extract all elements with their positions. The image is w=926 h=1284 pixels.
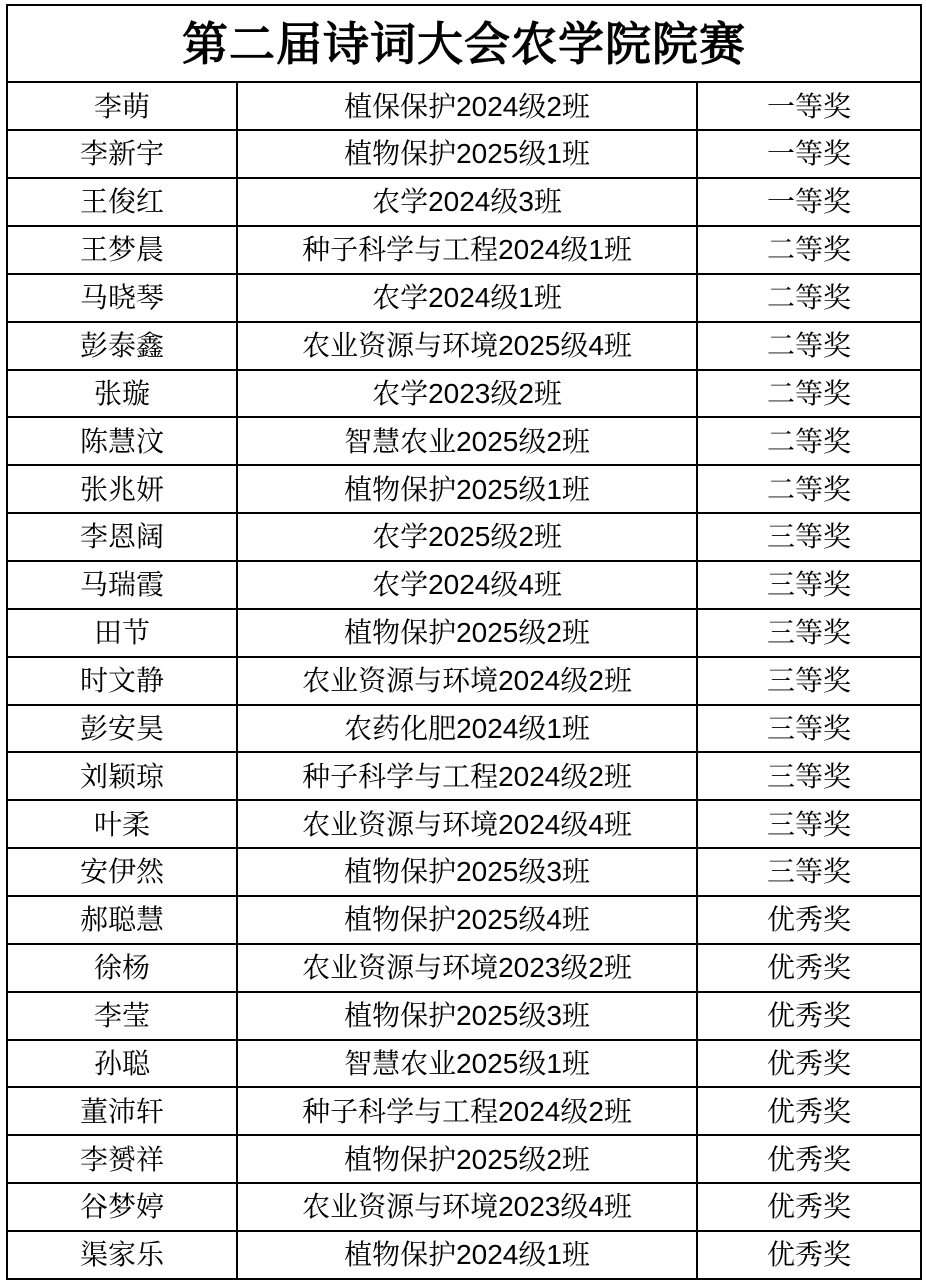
cell-class: 农学2024级4班 <box>237 561 697 609</box>
cell-award: 优秀奖 <box>697 896 921 944</box>
table-row <box>7 848 921 896</box>
table-row <box>7 896 921 944</box>
cell-award: 三等奖 <box>697 513 921 561</box>
cell-student-name: 刘颖琼 <box>7 752 237 800</box>
table-row <box>7 752 921 800</box>
cell-student-name: 郝聪慧 <box>7 896 237 944</box>
cell-student-name: 王梦晨 <box>7 226 237 274</box>
cell-award: 二等奖 <box>697 226 921 274</box>
cell-award: 优秀奖 <box>697 992 921 1040</box>
table-row <box>7 1135 921 1183</box>
table-row <box>7 609 921 657</box>
cell-student-name: 马瑞霞 <box>7 561 237 609</box>
cell-student-name: 李恩阔 <box>7 513 237 561</box>
table-row <box>7 992 921 1040</box>
cell-award: 优秀奖 <box>697 1087 921 1135</box>
cell-class: 种子科学与工程2024级2班 <box>237 1087 697 1135</box>
cell-student-name: 时文静 <box>7 657 237 705</box>
cell-award: 一等奖 <box>697 130 921 178</box>
cell-class: 农学2024级3班 <box>237 178 697 226</box>
table-row <box>7 370 921 418</box>
cell-student-name: 孙聪 <box>7 1040 237 1088</box>
cell-award: 一等奖 <box>697 82 921 130</box>
cell-student-name: 渠家乐 <box>7 1231 237 1279</box>
cell-student-name: 田节 <box>7 609 237 657</box>
cell-class: 种子科学与工程2024级2班 <box>237 752 697 800</box>
table-row <box>7 561 921 609</box>
cell-class: 农业资源与环境2024级2班 <box>237 657 697 705</box>
cell-class: 植物保护2025级4班 <box>237 896 697 944</box>
cell-student-name: 彭泰鑫 <box>7 322 237 370</box>
cell-student-name: 李新宇 <box>7 130 237 178</box>
table-row <box>7 705 921 753</box>
cell-award: 三等奖 <box>697 752 921 800</box>
cell-award: 优秀奖 <box>697 1040 921 1088</box>
cell-award: 二等奖 <box>697 465 921 513</box>
table-row <box>7 322 921 370</box>
table-row <box>7 82 921 130</box>
cell-class: 植保保护2024级2班 <box>237 82 697 130</box>
cell-student-name: 李赟祥 <box>7 1135 237 1183</box>
cell-student-name: 谷梦婷 <box>7 1183 237 1231</box>
cell-class: 农学2023级2班 <box>237 370 697 418</box>
cell-class: 植物保护2025级3班 <box>237 848 697 896</box>
cell-award: 三等奖 <box>697 609 921 657</box>
table-row <box>7 1087 921 1135</box>
table-row <box>7 465 921 513</box>
cell-award: 三等奖 <box>697 800 921 848</box>
cell-award: 二等奖 <box>697 274 921 322</box>
cell-award: 二等奖 <box>697 322 921 370</box>
cell-class: 农学2024级1班 <box>237 274 697 322</box>
cell-award: 二等奖 <box>697 417 921 465</box>
cell-student-name: 叶柔 <box>7 800 237 848</box>
table-row <box>7 800 921 848</box>
page-title: 第二届诗词大会农学院院赛 <box>7 5 921 82</box>
cell-student-name: 李莹 <box>7 992 237 1040</box>
title-row <box>7 5 921 82</box>
cell-award: 三等奖 <box>697 848 921 896</box>
cell-award: 优秀奖 <box>697 944 921 992</box>
cell-award: 三等奖 <box>697 561 921 609</box>
cell-class: 植物保护2025级2班 <box>237 609 697 657</box>
table-row <box>7 944 921 992</box>
table-row <box>7 1183 921 1231</box>
table-row <box>7 1231 921 1279</box>
cell-student-name: 徐杨 <box>7 944 237 992</box>
cell-award: 三等奖 <box>697 705 921 753</box>
cell-student-name: 李萌 <box>7 82 237 130</box>
cell-class: 农业资源与环境2024级4班 <box>237 800 697 848</box>
cell-class: 农业资源与环境2023级4班 <box>237 1183 697 1231</box>
cell-award: 三等奖 <box>697 657 921 705</box>
cell-student-name: 马晓琴 <box>7 274 237 322</box>
cell-student-name: 彭安昊 <box>7 705 237 753</box>
award-table <box>6 4 922 1280</box>
cell-award: 优秀奖 <box>697 1135 921 1183</box>
cell-class: 智慧农业2025级1班 <box>237 1040 697 1088</box>
table-row <box>7 226 921 274</box>
cell-class: 农业资源与环境2023级2班 <box>237 944 697 992</box>
cell-class: 植物保护2025级3班 <box>237 992 697 1040</box>
table-row <box>7 274 921 322</box>
cell-award: 二等奖 <box>697 370 921 418</box>
table-row <box>7 130 921 178</box>
cell-class: 智慧农业2025级2班 <box>237 417 697 465</box>
cell-student-name: 陈慧汶 <box>7 417 237 465</box>
table-row <box>7 657 921 705</box>
cell-class: 植物保护2025级2班 <box>237 1135 697 1183</box>
cell-award: 一等奖 <box>697 178 921 226</box>
table-row <box>7 178 921 226</box>
cell-class: 植物保护2025级1班 <box>237 130 697 178</box>
cell-class: 植物保护2025级1班 <box>237 465 697 513</box>
table-row <box>7 513 921 561</box>
cell-award: 优秀奖 <box>697 1183 921 1231</box>
cell-student-name: 张兆妍 <box>7 465 237 513</box>
cell-class: 农药化肥2024级1班 <box>237 705 697 753</box>
cell-student-name: 董沛轩 <box>7 1087 237 1135</box>
cell-student-name: 王俊红 <box>7 178 237 226</box>
cell-class: 种子科学与工程2024级1班 <box>237 226 697 274</box>
table-body <box>7 5 921 1279</box>
cell-class: 农业资源与环境2025级4班 <box>237 322 697 370</box>
cell-award: 优秀奖 <box>697 1231 921 1279</box>
table-row <box>7 1040 921 1088</box>
cell-class: 植物保护2024级1班 <box>237 1231 697 1279</box>
cell-student-name: 安伊然 <box>7 848 237 896</box>
cell-class: 农学2025级2班 <box>237 513 697 561</box>
cell-student-name: 张璇 <box>7 370 237 418</box>
table-row <box>7 417 921 465</box>
